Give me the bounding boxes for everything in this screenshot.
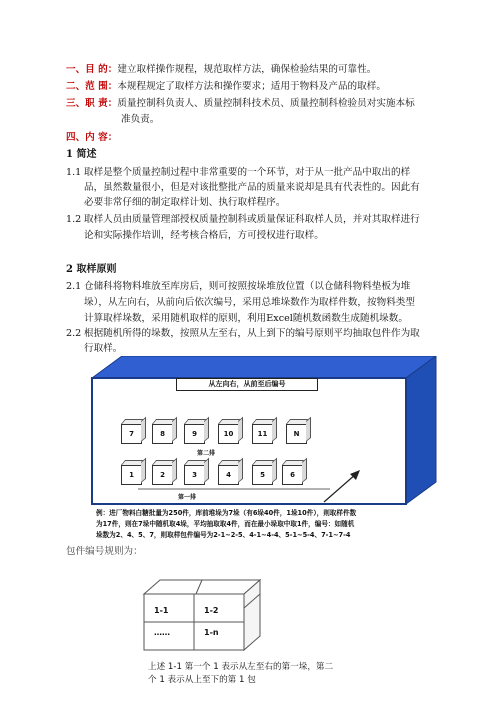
row2-label: 第二排 <box>197 450 216 457</box>
p21-line1: 仓储科将物料堆放至库房后，则可按照按垛堆放位置（以仓储科物料垫板为堆 <box>84 281 411 292</box>
package-caption-line1: 上述 1-1 第一个 1 表示从左至右的第一垛，第二 <box>148 662 334 672</box>
stack-box: 10 <box>218 424 239 444</box>
section1-title: 1 简述 <box>66 149 97 160</box>
content-label: 四、内 容： <box>66 132 118 143</box>
p21-line2: 垛），从左向右，从前向后依次编号，采用总堆垛数作为取样件数，按物料类型 <box>84 297 415 308</box>
stack-box: 11 <box>252 424 273 444</box>
p12-num: 1.2 <box>66 214 82 225</box>
p12-line2: 论和实际操作培训，经考核合格后，方可授权进行取样。 <box>84 230 324 241</box>
responsibility-text-cont: 准负责。 <box>121 114 160 125</box>
p11-num: 1.1 <box>66 167 82 178</box>
stack-box: 6 <box>282 465 303 485</box>
p22-line2: 行取样。 <box>84 343 123 354</box>
objective-label: 一、目 的： <box>66 64 118 75</box>
package-rule-heading: 包件编号规则为： <box>66 546 143 557</box>
package-caption-line2: 个 1 表示从上至下的第 1 包 <box>148 675 256 685</box>
stack-box: 4 <box>218 465 239 485</box>
stack-box: 7 <box>121 424 142 444</box>
objective-text: 建立取样操作规程，规范取样方法，确保检验结果的可靠性。 <box>117 64 377 75</box>
responsibility-text: 质量控制科负责人、质量控制科技术员、质量控制科检验员对实施本标 <box>117 98 415 109</box>
section2-title: 2 取样原则 <box>66 264 117 275</box>
stack-box: 8 <box>152 424 173 444</box>
objective-line <box>66 63 376 76</box>
p11-line3: 必要非常仔细的制定取样计划、执行取样程序。 <box>84 197 286 208</box>
p21-num: 2.1 <box>66 281 82 292</box>
scope-label: 二、范 围： <box>66 81 118 92</box>
p21-line3: 计算取样垛数，采用随机取样的原则，利用Excel随机数函数生成随机垛数。 <box>84 313 408 324</box>
scope-line <box>66 80 386 93</box>
stack-box: 9 <box>184 424 205 444</box>
p11-line2: 品，虽然数量很小，但是对该批整批产品的质量来说却是具有代表性的。因此有 <box>84 182 420 193</box>
example-caption-line1: 例：进厂物料白糖批量为250件，库前堆垛为7垛（有6垛40件，1垛10件），则取样件数 <box>96 509 357 517</box>
scope-text: 本规程规定了取样方法和操作要求；适用于物料及产品的取样。 <box>117 81 386 92</box>
content-line <box>66 131 117 144</box>
p12-line1: 取样人员由质量管理部授权质量控制科或质量保证科取样人员，并对其取样进行 <box>84 214 420 225</box>
package-cube-diagram <box>140 578 264 654</box>
stack-box: 3 <box>184 465 205 485</box>
example-caption-line3: 垛数为2、4、5、7，则取样包件编号为2-1~2-5、4-1~4-4、5-1~5-4、7-1~7-4 <box>96 531 351 539</box>
stack-box: 2 <box>152 465 173 485</box>
responsibility-line <box>66 97 415 110</box>
numbering-banner: 从左向右，从前至后编号 <box>176 378 318 391</box>
cell-1-1: 1-1 <box>154 606 169 615</box>
cell-ellipsis: …… <box>154 628 170 637</box>
p22-line1: 根据随机所得的垛数，按照从左至右，从上到下的编号原则平均抽取包件作为取 <box>84 328 420 339</box>
cell-1-n: 1-n <box>204 628 219 637</box>
stack-box: N <box>286 424 307 444</box>
stack-box: 5 <box>252 465 273 485</box>
example-caption-line2: 为17件，则在7垛中随机取4垛，平均抽取取4件，而在最小垛取中取1件，编号：如随机 <box>96 520 355 528</box>
stack-box: 1 <box>121 465 142 485</box>
responsibility-label: 三、职 责： <box>66 98 118 109</box>
p11-line1: 取样是整个质量控制过程中非常重要的一个环节，对于从一批产品中取出的样 <box>84 167 411 178</box>
row1-label: 第一排 <box>178 494 197 501</box>
cell-1-2: 1-2 <box>204 606 219 615</box>
p22-num: 2.2 <box>66 328 82 339</box>
